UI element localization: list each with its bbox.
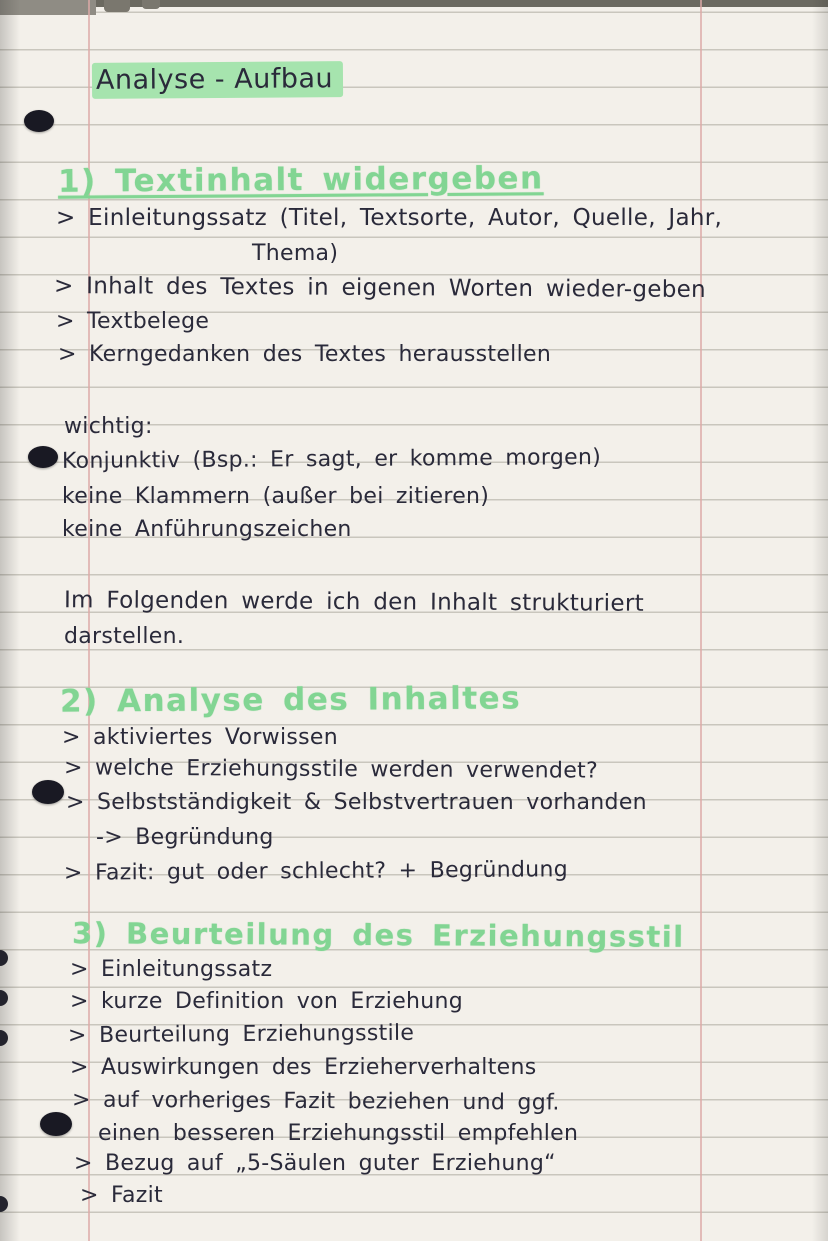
torn-paper-bit <box>142 0 160 9</box>
section-1-heading: 1) Textinhalt widergeben <box>57 160 544 200</box>
note-line: > Inhalt des Textes in eigenen Worten wieder-geben <box>53 273 707 303</box>
section-3-heading: 3) Beurteilung des Erziehungsstil <box>71 916 685 954</box>
note-line: > Selbstständigkeit & Selbstvertrauen vorhanden <box>66 790 647 815</box>
note-line: > Fazit <box>80 1183 163 1208</box>
punch-hole <box>32 780 64 804</box>
note-line: > auf vorheriges Fazit beziehen und ggf. <box>71 1087 560 1116</box>
note-line: > welche Erziehungsstile werden verwendet? <box>63 755 599 784</box>
note-line: keine Klammern (außer bei zitieren) <box>62 484 490 509</box>
binder-edge-mark <box>0 1196 8 1212</box>
section-2-heading: 2) Analyse des Inhaltes <box>59 680 522 720</box>
note-line: > Kerngedanken des Textes herausstellen <box>58 342 552 367</box>
page-title: Analyse - Aufbau <box>92 61 343 99</box>
photo-background-strip <box>90 0 828 7</box>
wichtig-label: wichtig: <box>64 414 153 439</box>
photo-background-corner <box>0 0 96 15</box>
binder-edge-mark <box>0 990 8 1006</box>
page-left-shadow <box>0 0 20 1241</box>
note-line: > Auswirkungen des Erzieherverhaltens <box>70 1055 537 1080</box>
note-line: einen besseren Erziehungsstil empfehlen <box>98 1121 579 1146</box>
note-line: > aktiviertes Vorwissen <box>62 725 338 750</box>
note-line: > Einleitungssatz <box>70 957 273 982</box>
binder-edge-mark <box>0 950 8 966</box>
note-line: > Bezug auf „5-Säulen guter Erziehung“ <box>74 1151 556 1176</box>
punch-hole <box>28 446 58 468</box>
right-margin-line <box>700 0 702 1241</box>
punch-hole <box>40 1112 72 1136</box>
paragraph-line: Im Folgenden werde ich den Inhalt strukturiert <box>63 587 645 617</box>
note-line: > kurze Definition von Erziehung <box>70 989 464 1014</box>
page-right-shadow <box>812 0 828 1241</box>
note-line: > Textbelege <box>56 309 210 334</box>
note-line: > Einleitungssatz (Titel, Textsorte, Autor, Quelle, Jahr, <box>56 205 723 231</box>
note-line: > Beurteilung Erziehungsstile <box>67 1020 415 1049</box>
note-line: Thema) <box>252 241 339 266</box>
note-line: -> Begründung <box>96 825 274 850</box>
note-line: keine Anführungszeichen <box>62 517 352 542</box>
torn-paper-bit <box>104 0 130 12</box>
punch-hole <box>24 110 54 132</box>
binder-edge-mark <box>0 1030 8 1046</box>
paragraph-line: darstellen. <box>64 624 185 649</box>
note-line: > Fazit: gut oder schlecht? + Begründung <box>63 857 569 886</box>
note-line: Konjunktiv (Bsp.: Er sagt, er komme morgen) <box>61 445 602 474</box>
